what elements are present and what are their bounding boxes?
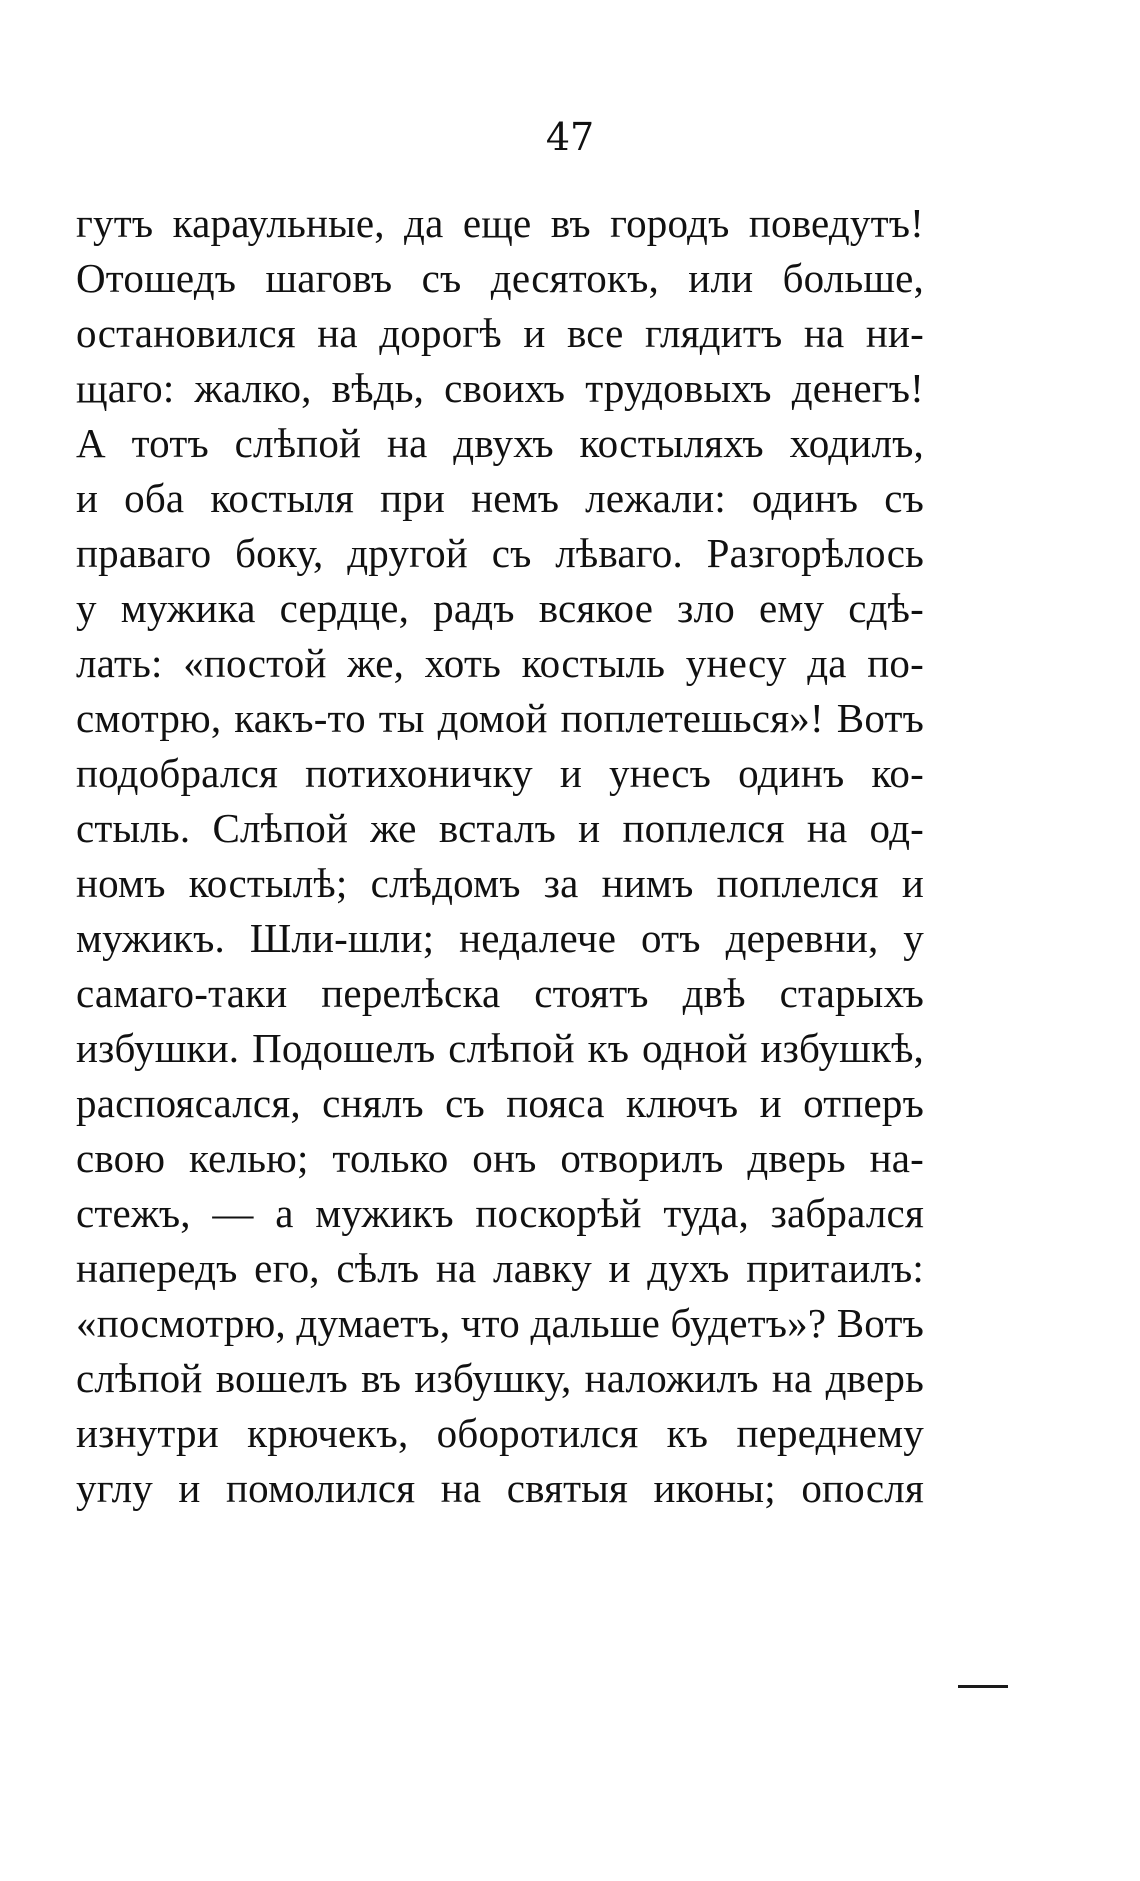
text-line: напередъ его, сѣлъ на лавку и духъ притаилъ: — [76, 1245, 924, 1291]
text-line: праваго боку, другой съ лѣваго. Разгорѣлось — [76, 530, 924, 576]
text-line: у мужика сердце, радъ всякое зло ему сдѣ- — [76, 585, 924, 631]
text-line: лать: «постой же, хоть костыль унесу да по- — [76, 640, 924, 686]
text-line: гутъ караульные, да еще въ городъ поведутъ! — [76, 200, 924, 246]
text-line: распоясался, снялъ съ пояса ключъ и отперъ — [76, 1080, 924, 1126]
text-line: углу и помолился на святыя иконы; опосля — [76, 1465, 924, 1511]
text-line: и оба костыля при немъ лежали: одинъ съ — [76, 475, 924, 521]
body-text — [76, 196, 924, 1516]
text-line: смотрю, какъ-то ты домой поплетешься»! Вотъ — [76, 695, 924, 741]
text-line: Отошедъ шаговъ съ десятокъ, или больше, — [76, 255, 924, 301]
text-line: номъ костылѣ; слѣдомъ за нимъ поплелся и — [76, 860, 924, 906]
text-line: слѣпой вошелъ въ избушку, наложилъ на дверь — [76, 1355, 924, 1401]
page-number: 47 — [545, 115, 595, 159]
text-line: мужикъ. Шли-шли; недалече отъ деревни, у — [76, 915, 924, 961]
text-line: стыль. Слѣпой же всталъ и поплелся на од- — [76, 805, 924, 851]
margin-rule — [958, 1685, 1008, 1688]
text-line: стежъ, — а мужикъ поскорѣй туда, забрался — [76, 1190, 924, 1236]
text-line: «посмотрю, думаетъ, что дальше будетъ»? Вотъ — [76, 1300, 924, 1346]
text-line: изнутри крючекъ, оборотился къ переднему — [76, 1410, 924, 1456]
text-line: свою келью; только онъ отворилъ дверь на- — [76, 1135, 924, 1181]
text-line: избушки. Подошелъ слѣпой къ одной избушкѣ, — [76, 1025, 924, 1071]
text-line: самаго-таки перелѣска стоятъ двѣ старыхъ — [76, 970, 924, 1016]
text-line: подобрался потихоничку и унесъ одинъ ко- — [76, 750, 924, 796]
text-line: щаго: жалко, вѣдь, своихъ трудовыхъ денегъ! — [76, 365, 924, 411]
text-line: А тотъ слѣпой на двухъ костыляхъ ходилъ, — [76, 420, 924, 466]
text-line: остановился на дорогѣ и все глядитъ на ни- — [76, 310, 924, 356]
